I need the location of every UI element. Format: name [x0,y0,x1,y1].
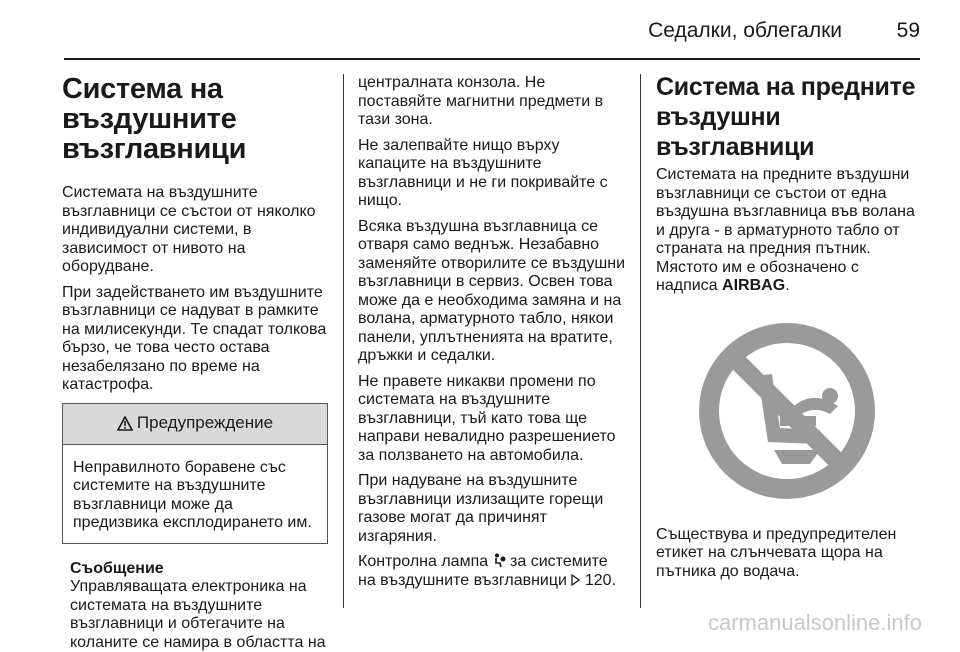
paragraph: Не правете никакви промени по системата на въздушните възглавници, тъй като това ще направи невалидно разрешението за ползването на автомобила. [358,373,628,466]
airbag-label: AIRBAG [722,277,785,294]
paragraph: Всяка въздушна възглавница се отваря само веднъж. Незабавно заменяйте отворилите се въздушни възглавници в сервиз. Освен това може да е необходима замяна и на волана, арматурното табло, някои панели, уплътненията на вратите, дръжки и седалки. [358,218,628,366]
warning-triangle-icon [117,416,133,431]
warning-box [62,403,328,544]
front-airbag-text: Системата на предните въздушни възглавници се състои от една въздушна възглавница във волана и друга - в арматурното табло от страната на предния пътник. Мястото им е обозначено с надписа [656,166,915,294]
paragraph: Не залепвайте нищо върху капаците на въздушните възглавници и не ги покривайте с нищо. [358,137,628,211]
note-title: Съобщение [70,560,328,579]
warning-text: Неправилното боравене със системите на въздушните възглавници може да предизвика експлодирането им. [63,445,327,543]
paragraph: При надуване на въздушните възглавници излизащите горещи газове могат да причинят изгаряния. [358,472,628,546]
paragraph: При задействането им въздушните възглавници се надуват в рамките на милисекунди. Те спадат толкова бързо, че това често остава незабелязано по време на катастрофа. [62,284,328,395]
control-lamp-desc: за системите на въздушните възглавници [358,553,608,589]
airbag-lamp-icon [493,553,506,568]
paragraph: централната конзола. Не поставяйте магнитни предмети в тази зона. [358,74,628,130]
watermark: carmanualsonline.info [0,610,960,636]
warning-title: Предупреждение [137,414,273,433]
column-divider [640,74,641,608]
sentence-end: . [785,277,789,294]
column-2 [358,74,628,597]
paragraph [358,553,628,590]
page-reference-link[interactable]: 120. [585,572,616,589]
page-reference-arrow-icon [571,574,580,586]
paragraph: Съществува и предупредителен етикет на слънчевата щора на пътника до водача. [656,526,922,582]
paragraph: Системата на въздушните възглавници се състои от няколко индивидуални системи, в зависимост от нивото на оборудване. [62,184,328,277]
front-airbag-heading: Система на предните въздушни възглавници [656,72,922,162]
column-3 [656,64,922,588]
warning-header [63,404,327,445]
section-title: Седалки, облегалки [648,19,842,43]
note-block [62,560,328,652]
no-rear-facing-child-seat-icon [670,318,904,504]
page-header [0,0,960,60]
control-lamp-text: Контролна лампа [358,553,488,570]
header-divider [64,58,920,60]
page-number: 59 [897,19,920,43]
paragraph [656,166,922,296]
airbag-system-heading: Система на въздушните възглавници [62,74,328,164]
column-1 [62,64,328,652]
column-divider [343,74,344,608]
note-text: Управляващата електроника на системата на въздушните възглавници и обтегачите на коланите се намира в областта на [70,578,328,652]
